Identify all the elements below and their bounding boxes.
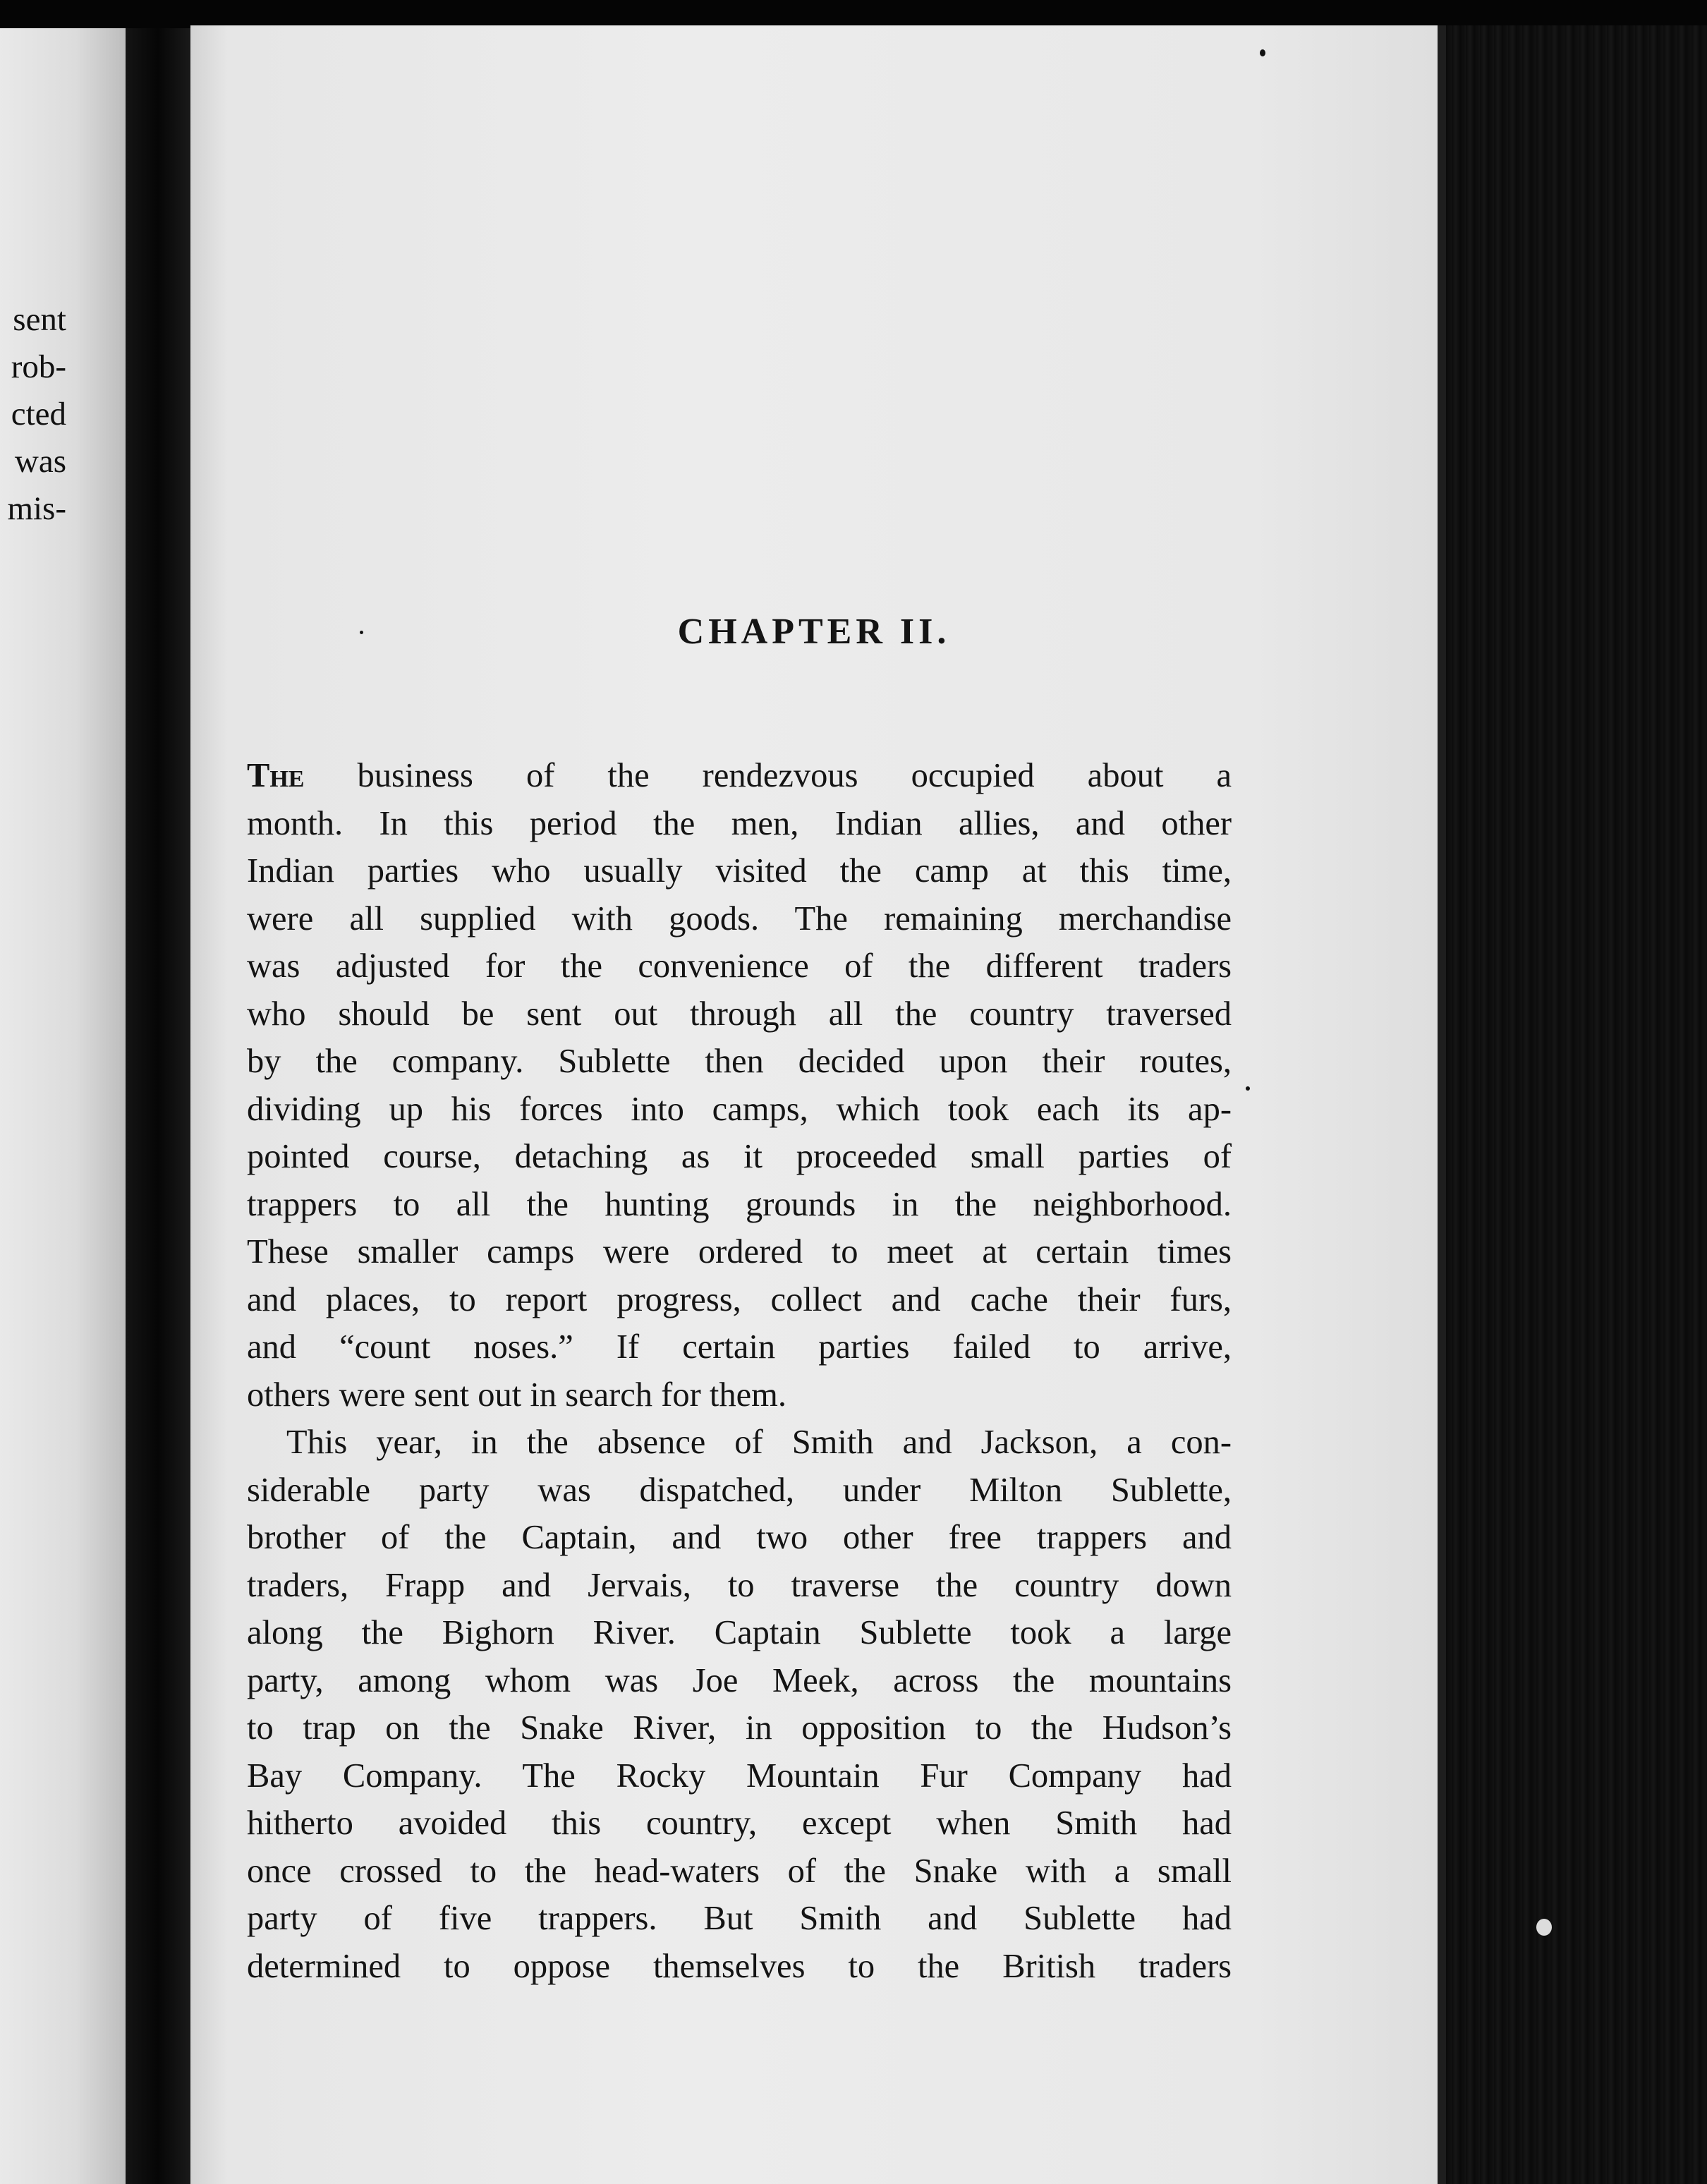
text-line: party of five trappers. But Smith and Sublette had [247, 1900, 1232, 1937]
text-line: to trap on the Snake River, in opposition to the Hudson’s [247, 1709, 1232, 1747]
facing-page-fragment: sent [13, 301, 66, 338]
scan-speck [1246, 1086, 1250, 1091]
text-line: Indian parties who usually visited the camp at this time, [247, 852, 1232, 890]
text-line: along the Bighorn River. Captain Sublette took a large [247, 1614, 1232, 1651]
text-line: who should be sent out through all the country traversed [247, 995, 1232, 1033]
text-line: traders, Frapp and Jervais, to traverse the country down [247, 1566, 1232, 1604]
text-line: and “count noses.” If certain parties failed to arrive, [247, 1328, 1232, 1366]
scan-speck [1536, 1919, 1552, 1936]
page-edge-shadow [1438, 25, 1446, 2184]
text-line: dividing up his forces into camps, which took each its ap- [247, 1090, 1232, 1128]
text-line: month. In this period the men, Indian allies, and other [247, 804, 1232, 842]
facing-page-edge [0, 28, 126, 2184]
text-line: once crossed to the head-waters of the Snake with a small [247, 1852, 1232, 1890]
text-line: was adjusted for the convenience of the different traders [247, 947, 1232, 985]
text-line: pointed course, detaching as it proceeded small parties of [247, 1138, 1232, 1175]
scan-speck [1260, 49, 1265, 56]
facing-page-fragment: mis- [7, 490, 66, 527]
text-line: The business of the rendezvous occupied about a [247, 757, 1232, 794]
text-line: siderable party was dispatched, under Milton Sublette, [247, 1471, 1232, 1509]
scan-top-border [0, 0, 1707, 28]
text-line: determined to oppose themselves to the British traders [247, 1947, 1232, 1985]
facing-page-fragment: cted [11, 396, 66, 432]
text-line: Bay Company. The Rocky Mountain Fur Company had [247, 1757, 1232, 1795]
text-line: party, among whom was Joe Meek, across the mountains [247, 1661, 1232, 1699]
drop-word: The [247, 757, 305, 794]
chapter-heading: CHAPTER II. [677, 612, 951, 652]
scan-speck [360, 631, 363, 634]
text-line: others were sent out in search for them. [247, 1376, 786, 1414]
body-text [247, 752, 1232, 1990]
text-line: hitherto avoided this country, except when Smith had [247, 1804, 1232, 1842]
text-line: by the company. Sublette then decided upon their routes, [247, 1043, 1232, 1080]
text-line: were all supplied with goods. The remaining merchandise [247, 899, 1232, 938]
text-line: and places, to report progress, collect and cache their furs, [247, 1280, 1232, 1318]
facing-page-fragment: was [14, 443, 66, 480]
text-line: brother of the Captain, and two other free trappers and [247, 1519, 1232, 1556]
facing-page-fragment: rob- [11, 348, 66, 385]
facing-page-text [0, 296, 66, 533]
text-line: trappers to all the hunting grounds in the neighborhood. [247, 1185, 1232, 1223]
text-line: This year, in the absence of Smith and Jackson, a con- [286, 1424, 1232, 1461]
book-page [190, 25, 1438, 2184]
paragraph-1 [247, 752, 1232, 1419]
book-gutter [126, 28, 190, 2184]
paragraph-2 [247, 1419, 1232, 1990]
text-line: These smaller camps were ordered to meet at certain times [247, 1233, 1232, 1270]
scan-background [1438, 25, 1707, 2184]
